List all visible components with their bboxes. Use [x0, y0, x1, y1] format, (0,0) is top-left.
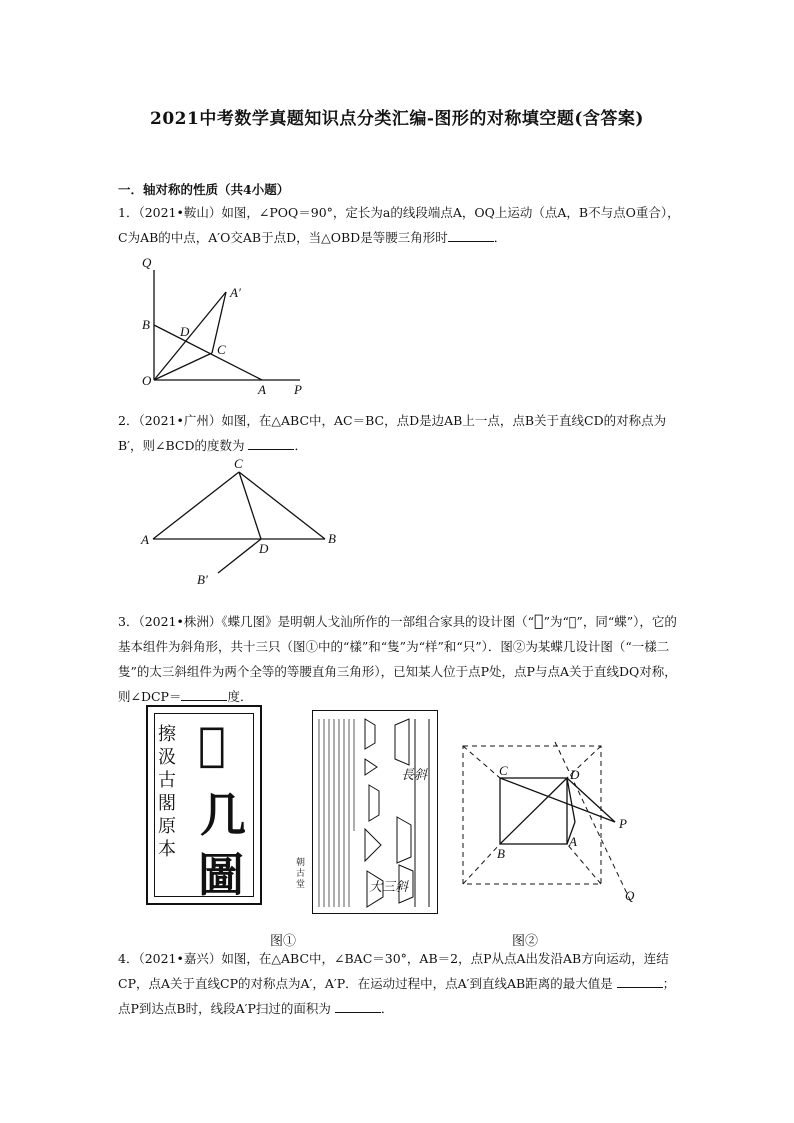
book-page-label-1: 長斜	[401, 767, 428, 782]
fig2-line-ac	[153, 472, 239, 539]
fig1-label-q: Q	[142, 255, 152, 270]
question-3-end: 度．	[227, 689, 253, 704]
figure-2	[135, 455, 355, 590]
question-2-text: 2．（2021•广州）如图，在△ABC中，AC＝BC，点D是边AB上一点，点B关于直线CD的对称点为B′，则∠BCD的度数为	[118, 413, 667, 453]
question-2-end: ．	[294, 438, 307, 453]
fig2-line-cd	[239, 472, 261, 539]
answer-blank-4b[interactable]	[335, 998, 381, 1013]
fig1-label-o: O	[142, 373, 152, 388]
answer-blank-2[interactable]	[248, 435, 294, 450]
question-4-text-a: 4．（2021•嘉兴）如图，在△ABC中，∠BAC＝30°，AB＝2，点P从点A出发沿AB方向运动，连结CP，点A关于直线CP的对称点为A′，A′P．在运动过程中，点A′到直线AB距离的最大值是	[118, 951, 669, 991]
fig3-outer-dashed-square	[463, 746, 601, 884]
answer-blank-4a[interactable]	[617, 973, 663, 988]
fig2-label-a: A	[141, 532, 149, 547]
book-page-drawing	[313, 711, 437, 913]
book-cover-char-3: 圖	[198, 848, 244, 902]
fig3-diagonal-bd	[500, 778, 567, 844]
book-cover-char-1: 𨁴	[198, 717, 226, 771]
question-1	[118, 200, 683, 250]
figure-caption-2: 图②	[512, 934, 539, 949]
fig3-label-q: Q	[625, 888, 635, 903]
fig2-line-db-prime	[218, 539, 261, 573]
answer-blank-1[interactable]	[448, 227, 494, 242]
page-title: 2021中考数学真题知识点分类汇编-图形的对称填空题(含答案)	[150, 109, 644, 129]
fig1-label-p: P	[294, 382, 302, 397]
fig1-label-d: D	[180, 324, 190, 339]
fig1-label-c: C	[217, 342, 226, 357]
book-cover-image	[146, 705, 262, 905]
book-page-stamp: 朝古堂	[296, 858, 306, 890]
fig2-label-c: C	[234, 456, 243, 471]
fig3-label-c: C	[499, 763, 508, 778]
fig1-label-b: B	[142, 317, 150, 332]
book-page-image	[312, 710, 438, 914]
question-4	[118, 946, 683, 1021]
question-4-text-b: ；点P到达点B时，线段A′P扫过的面积为	[118, 976, 676, 1016]
fig2-label-b-prime: B′	[197, 572, 208, 587]
fig2-label-b: B	[328, 531, 336, 546]
question-3-glyph: 𨁴	[534, 611, 544, 630]
question-4-end: ．	[380, 1001, 394, 1016]
book-cover-side-text: 擦汲古閣原本	[158, 724, 176, 860]
fig3-label-p: P	[619, 816, 627, 831]
fig3-label-d: D	[570, 767, 580, 782]
question-2	[118, 408, 683, 458]
question-3	[118, 608, 683, 709]
answer-blank-3[interactable]	[181, 686, 227, 701]
fig1-label-a-prime: A′	[230, 285, 241, 300]
fig2-line-cb	[239, 472, 325, 539]
question-3-text-b: ”为“𨁴”，同“蝶”），它的基本组件为斜角形，共十三只（图①中的“樣”和“隻”为“样”和“只”）．图②为某蝶几设计图（“一樣二隻”的太三斜组件为两个全等的等腰直角三角形），已知某人位于点P处，点P与点A关于直线DQ对称，则∠DCP＝	[118, 614, 677, 704]
fig3-line-cp	[500, 778, 615, 822]
fig3-label-b: B	[497, 846, 505, 861]
figure-1	[130, 250, 330, 400]
fig3-label-a: A	[569, 834, 577, 849]
figure-caption-1: 图①	[270, 934, 297, 949]
fig1-label-a: A	[258, 382, 266, 397]
fig1-line-oc	[154, 353, 212, 380]
book-page-label-2: 大三斜	[369, 879, 409, 894]
question-3-text-a: 3．（2021•株洲）《蝶几图》是明朝人戈汕所作的一部组合家具的设计图（“	[118, 614, 535, 629]
question-1-end: ．	[493, 230, 507, 245]
book-cover-char-2: 几	[200, 788, 246, 842]
section-heading: 一．轴对称的性质（共4小题）	[118, 182, 290, 197]
question-1-text: 1．（2021•鞍山）如图，∠POQ＝90°，定长为a的线段端点A，OQ上运动（点A，B不与点O重合），C为AB的中点，A′O交AB于点D，当△OBD是等腰三角形时	[118, 205, 680, 245]
figure-3-design	[455, 738, 655, 908]
fig1-line-oa1	[154, 292, 226, 380]
fig2-label-d: D	[259, 541, 269, 556]
